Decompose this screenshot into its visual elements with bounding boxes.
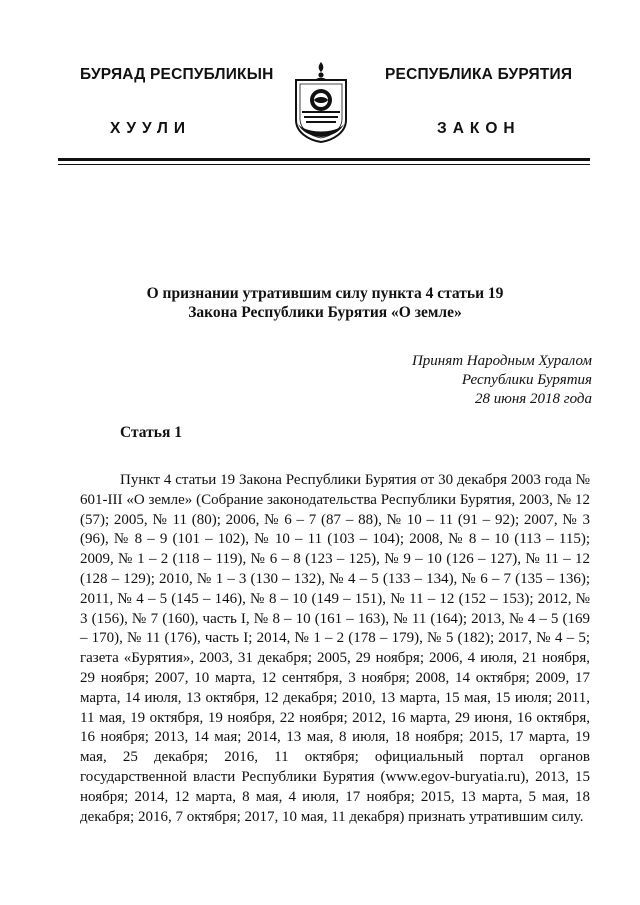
adopted-by-line-2: Республики Бурятия (461, 372, 592, 388)
document-title-line-2: Закона Республики Бурятия «О земле» (188, 304, 462, 321)
article-heading: Статья 1 (120, 424, 182, 441)
header-left-title: БУРЯАД РЕСПУБЛИКЫН (80, 66, 274, 83)
coat-of-arms-buryatia-icon (292, 60, 350, 144)
document-title-line-1: О признании утратившим силу пункта 4 статьи 19 (146, 285, 504, 302)
header-left-subtitle: ХУУЛИ (110, 120, 192, 137)
header-divider-thin (58, 164, 590, 165)
adoption-date: 28 июня 2018 года (475, 391, 592, 407)
header-divider-thick (58, 158, 590, 161)
article-body-text: Пункт 4 статьи 19 Закона Республики Бурятия от 30 декабря 2003 года № 601-III «О земле» (Собрание законодательства Республики Бурятия, 2003, № 12 (57); 2005, № 11 (80); 2006, № 6 – 7 (87 – 88), № 10 – 11 (91 – 92); 2007, № 3 (96), № 8 – 9 (101 – 102), № 10 – 11 (103 – 104); 2008, № 8 – 10 (113 – 115); 2009, № 1 – 2 (118 – 119), № 6 – 8 (123 – 125), № 9 – 10 (126 – 127), № 11 – 12 (128 – 129); 2010, № 1 – 3 (130 – 132), № 4 – 5 (133 – 134), № 6 – 7 (135 – 136); 2011, № 4 – 5 (145 – 146), № 8 – 10 (149 – 151), № 11 – 12 (152 – 153); 2012, № 3 (156), № 7 (160), часть I, № 8 – 10 (161 – 163), № 11 (164); 2013, № 4 – 5 (169 – 170), № 11 (176), часть I; 2014, № 1 – 2 (178 – 179), № 5 (182); 2017, № 4 – 5; газета «Бурятия», 2003, 31 декабря; 2005, 29 ноября; 2006, 4 июля, 21 ноября, 29 ноября; 2007, 10 марта, 12 сентября, 3 ноября; 2008, 14 октября; 2009, 17 марта, 14 июля, 13 октября, 12 декабря; 2010, 13 марта, 15 мая, 15 июля; 2011, 11 мая, 19 октября, 19 ноября, 22 ноября; 2012, 16 марта, 29 июня, 16 октября, 16 ноября; 2013, 14 мая; 2014, 13 мая, 8 июля, 18 ноября; 2015, 17 марта, 19 мая, 25 декабря; 2016, 11 октября; официальный портал органов государственной власти Республики Бурятия (www.egov-buryatia.ru), 2013, 15 ноября; 2014, 12 марта, 8 мая, 4 июля, 17 ноября; 2015, 13 марта, 5 мая, 18 декабря; 2016, 7 октября; 2017, 10 мая, 11 декабря) признать утратившим силу. (80, 472, 590, 825)
header-right-title: РЕСПУБЛИКА БУРЯТИЯ (385, 66, 573, 83)
header-right-subtitle: ЗАКОН (437, 120, 521, 137)
adopted-by-line-1: Принят Народным Хуралом (411, 353, 592, 369)
